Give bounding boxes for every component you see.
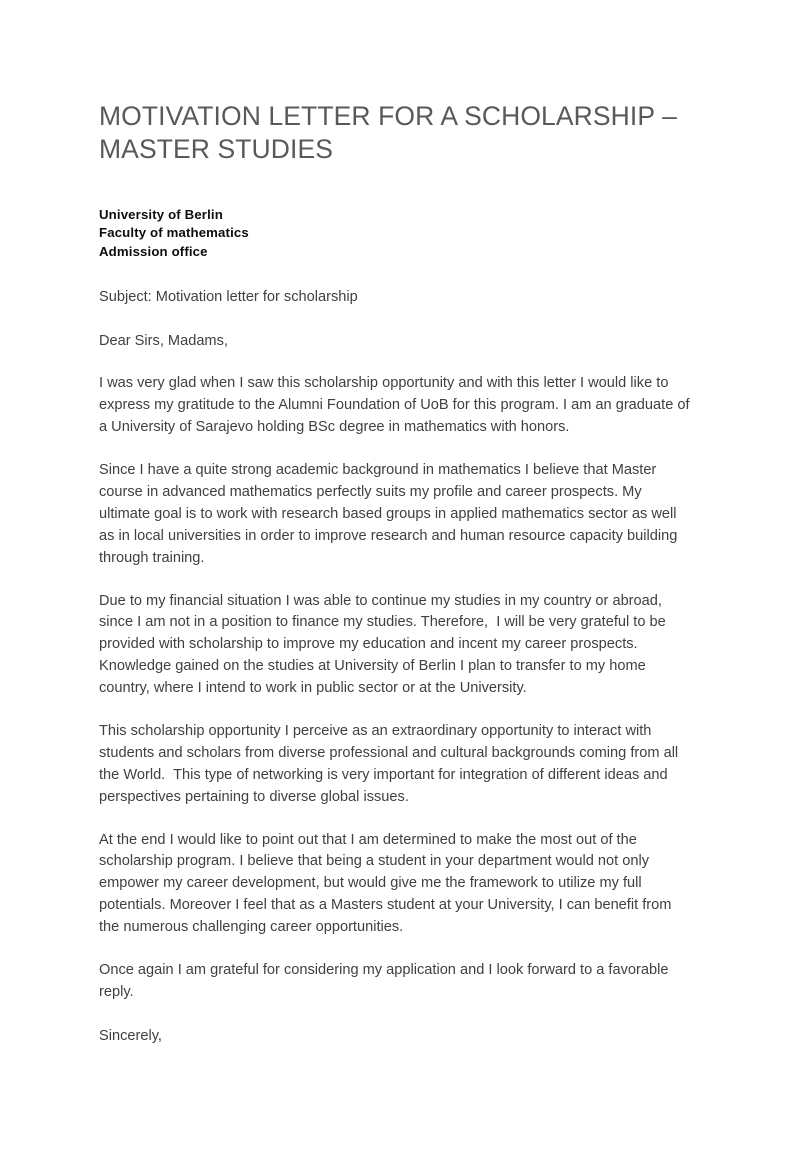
page-title: MOTIVATION LETTER FOR A SCHOLARSHIP – MASTER STUDIES [99, 101, 677, 165]
document-content [99, 0, 694, 1157]
closing-salutation: Sincerely, [99, 1027, 162, 1044]
body-paragraph: At the end I would like to point out that I am determined to make the most out of the scholarship program. I believe that being a student in your department would not only empower my career development, but would give me the framework to utilize my full potentials. Moreover I feel that as a Masters student at your University, I can benefit from the numerous challenging career opportunities. [99, 831, 676, 936]
body-paragraph: I was very glad when I saw this scholarship opportunity and with this letter I would like to express my gratitude to the Alumni Foundation of UoB for this program. I am an graduate of a University of Sarajevo holding BSc degree in mathematics with honors. [99, 375, 694, 436]
body-paragraph: Due to my financial situation I was able to continue my studies in my country or abroad, since I am not in a position to finance my studies. Therefore, I will be very grateful to be provided with scholarship to improve my education and incent my career prospects. Knowledge gained on the studies at University of Berlin I plan to transfer to my home country, where I intend to work in public sector or at the University. [99, 592, 670, 697]
body-paragraph: Since I have a quite strong academic background in mathematics I believe that Master course in advanced mathematics perfectly suits my profile and career prospects. My ultimate goal is to work with research based groups in applied mathematics sector as well as in local universities in order to improve research and human resource capacity building through training. [99, 462, 682, 566]
salutation: Dear Sirs, Madams, [99, 333, 228, 350]
body-paragraph: This scholarship opportunity I perceive as an extraordinary opportunity to interact with students and scholars from diverse professional and cultural backgrounds coming from all the World. This type of networking is very important for integration of different ideas and perspectives pertaining to diverse global issues. [99, 723, 683, 805]
recipient-organization: University of Berlin [99, 206, 223, 222]
recipient-address-block [99, 206, 691, 262]
recipient-faculty: Faculty of mathematics [99, 225, 249, 241]
signature-area [99, 1047, 691, 1157]
body-paragraph: Once again I am grateful for considering my application and I look forward to a favorable reply. [99, 962, 673, 1000]
recipient-office: Admission office [99, 243, 208, 259]
subject-line: Subject: Motivation letter for scholarship [99, 288, 358, 305]
